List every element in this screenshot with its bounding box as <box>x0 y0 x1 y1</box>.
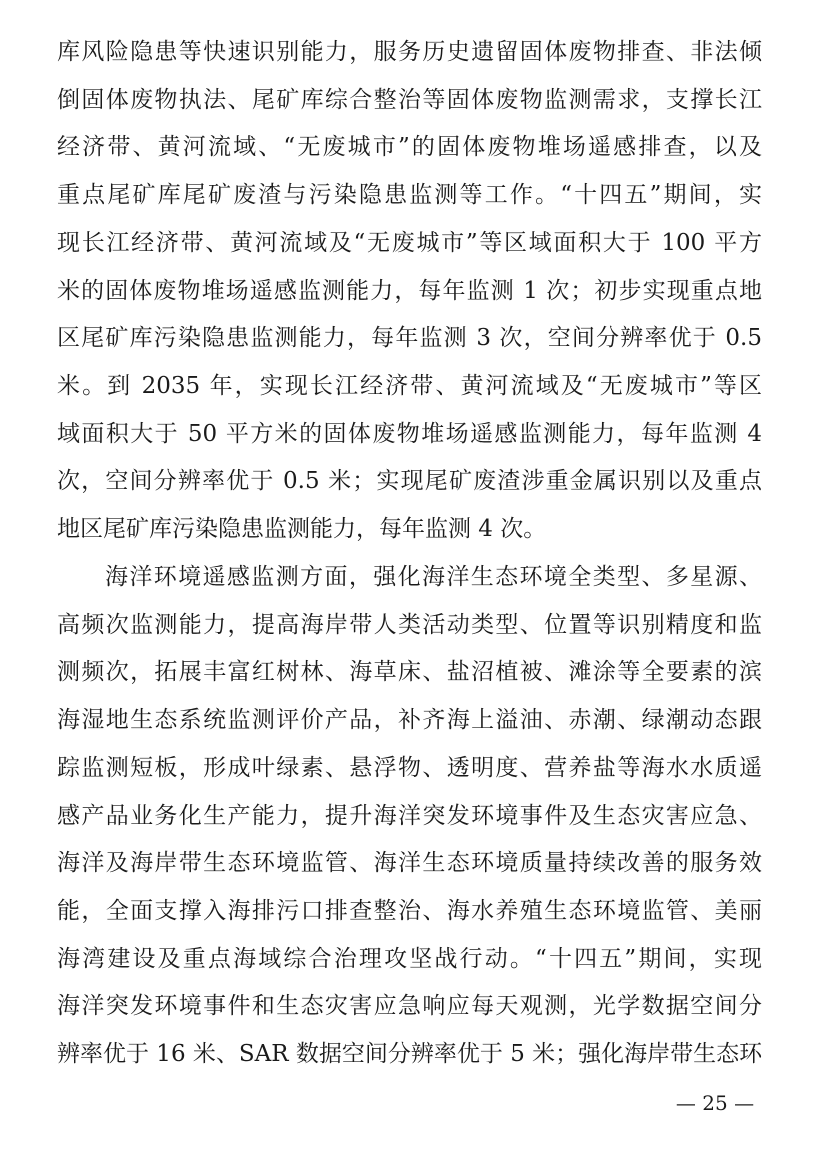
text-line: 海洋及海岸带生态环境监管、海洋生态环境质量持续改善的服务效 <box>57 850 762 876</box>
text-line: 感产品业务化生产能力，提升海洋突发环境事件及生态灾害应急、 <box>57 803 762 829</box>
text-line: 米的固体废物堆场遥感监测能力，每年监测 1 次；初步实现重点地 <box>57 278 762 304</box>
text-line: 测频次，拓展丰富红树林、海草床、盐沼植被、滩涂等全要素的滨 <box>57 659 762 685</box>
text-line: 能，全面支撑入海排污口排查整治、海水养殖生态环境监管、美丽 <box>57 898 762 924</box>
text-line: 海洋突发环境事件和生态灾害应急响应每天观测，光学数据空间分 <box>57 993 762 1019</box>
text-line: 库风险隐患等快速识别能力，服务历史遗留固体废物排查、非法倾 <box>57 39 762 65</box>
text-line: 经济带、黄河流域、“无废城市”的固体废物堆场遥感排查，以及 <box>57 134 762 160</box>
text-line: 高频次监测能力，提高海岸带人类活动类型、位置等识别精度和监 <box>57 612 762 638</box>
text-line: 域面积大于 50 平方米的固体废物堆场遥感监测能力，每年监测 4 <box>57 421 762 447</box>
text-line: 区尾矿库污染隐患监测能力，每年监测 3 次，空间分辨率优于 0.5 <box>57 325 762 351</box>
text-line: 地区尾矿库污染隐患监测能力，每年监测 4 次。 <box>57 516 547 542</box>
text-line: 海湿地生态系统监测评价产品，补齐海上溢油、赤潮、绿潮动态跟 <box>57 707 762 733</box>
text-line: 米。到 2035 年，实现长江经济带、黄河流域及“无废城市”等区 <box>57 373 762 399</box>
text-line: 次，空间分辨率优于 0.5 米；实现尾矿废渣涉重金属识别以及重点 <box>57 468 762 494</box>
text-line: 海湾建设及重点海域综合治理攻坚战行动。“十四五”期间，实现 <box>57 946 762 972</box>
text-line: 辨率优于 16 米、SAR 数据空间分辨率优于 5 米；强化海岸带生态环 <box>57 1041 763 1067</box>
text-line: 重点尾矿库尾矿废渣与污染隐患监测等工作。“十四五”期间，实 <box>57 182 762 208</box>
text-line: 倒固体废物执法、尾矿库综合整治等固体废物监测需求，支撑长江 <box>57 87 762 113</box>
text-line: 踪监测短板，形成叶绿素、悬浮物、透明度、营养盐等海水水质遥 <box>57 755 762 781</box>
page-number: — 25 — <box>675 1091 755 1115</box>
text-line: 现长江经济带、黄河流域及“无废城市”等区域面积大于 100 平方 <box>57 230 762 256</box>
paragraph-first-line: 海洋环境遥感监测方面，强化海洋生态环境全类型、多星源、 <box>105 564 762 590</box>
